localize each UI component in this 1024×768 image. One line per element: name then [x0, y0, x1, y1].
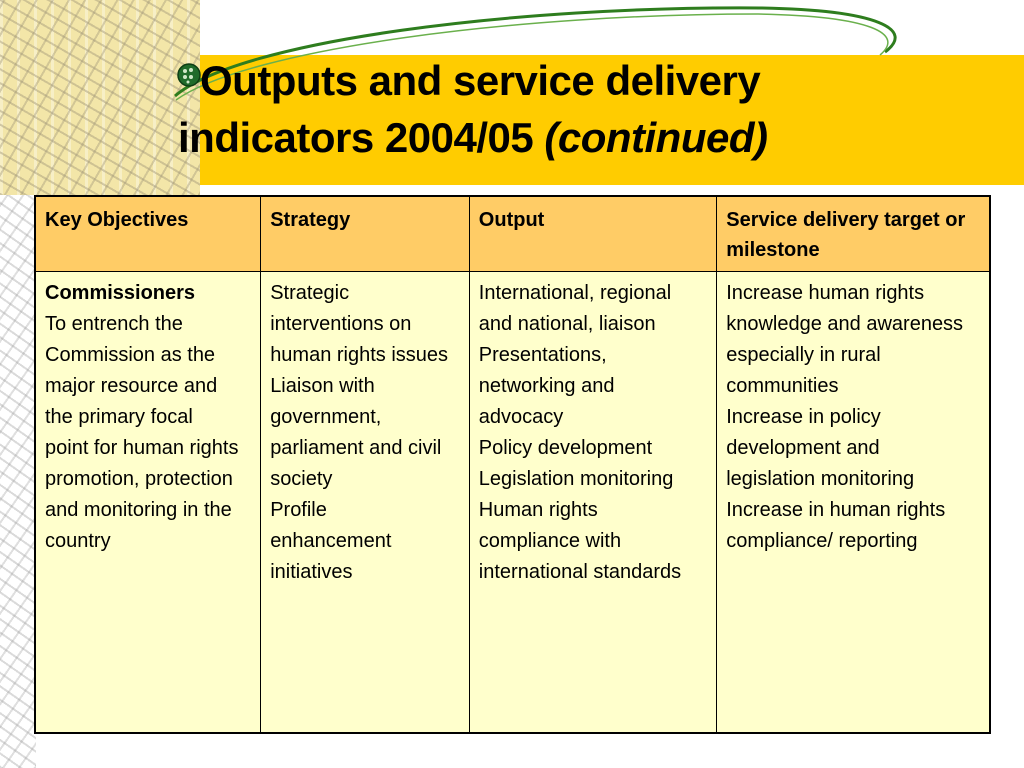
output-line: advocacy — [478, 406, 564, 428]
target-line: communities — [726, 375, 839, 397]
page-title — [178, 52, 998, 166]
target-line: Increase in human rights — [726, 499, 946, 521]
output-line: Human rights — [478, 499, 598, 521]
objectives-line: the primary focal — [45, 406, 193, 428]
strategy-line: interventions on — [270, 313, 412, 335]
output-line: international standards — [478, 561, 682, 583]
objectives-line: To entrench the — [45, 313, 183, 335]
cell-key-objectives — [35, 272, 261, 734]
objectives-line: promotion, protection — [45, 468, 233, 490]
output-line: International, regional — [478, 282, 672, 304]
target-line: development and — [726, 437, 880, 459]
strategy-line: Profile — [270, 499, 327, 521]
output-line: Policy development — [478, 437, 653, 459]
cell-strategy — [261, 272, 470, 734]
title-continued: (continued) — [544, 114, 768, 162]
output-line: Legislation monitoring — [478, 468, 674, 490]
cell-service-delivery-target — [717, 272, 990, 734]
objectives-line: Commission as the — [45, 344, 216, 366]
output-line: Presentations, — [478, 344, 607, 366]
target-line: especially in rural — [726, 344, 881, 366]
objectives-line: and monitoring in the — [45, 499, 232, 521]
target-line: legislation monitoring — [726, 468, 915, 490]
title-line-2 — [178, 109, 998, 166]
target-line: Increase in policy — [726, 406, 881, 428]
strategy-line: initiatives — [270, 561, 353, 583]
header-strategy: Strategy — [261, 196, 470, 272]
table-header-row — [35, 196, 990, 272]
target-line: Increase human rights — [726, 282, 925, 304]
objectives-line: country — [45, 530, 111, 552]
indicators-table — [34, 195, 991, 734]
title-line-1: Outputs and service delivery — [200, 57, 761, 104]
target-line: compliance/ reporting — [726, 530, 918, 552]
title-line-2-text: indicators 2004/05 — [178, 114, 534, 162]
strategy-line: society — [270, 468, 333, 490]
strategy-line: parliament and civil — [270, 437, 442, 459]
header-service-delivery-target: Service delivery target or milestone — [717, 196, 990, 272]
strategy-line: Strategic — [270, 282, 350, 304]
strategy-line: enhancement — [270, 530, 392, 552]
output-line: networking and — [478, 375, 615, 397]
target-line: knowledge and awareness — [726, 313, 964, 335]
header-output: Output — [469, 196, 716, 272]
cell-output — [469, 272, 716, 734]
strategy-line: Liaison with — [270, 375, 375, 397]
output-line: compliance with — [478, 530, 622, 552]
table-row — [35, 272, 990, 734]
strategy-line: government, — [270, 406, 382, 428]
objectives-line: major resource and — [45, 375, 218, 397]
header-key-objectives: Key Objectives — [35, 196, 261, 272]
objectives-line: point for human rights — [45, 437, 239, 459]
strategy-line: human rights issues — [270, 344, 449, 366]
objectives-heading: Commissioners — [45, 282, 196, 304]
output-line: and national, liaison — [478, 313, 656, 335]
